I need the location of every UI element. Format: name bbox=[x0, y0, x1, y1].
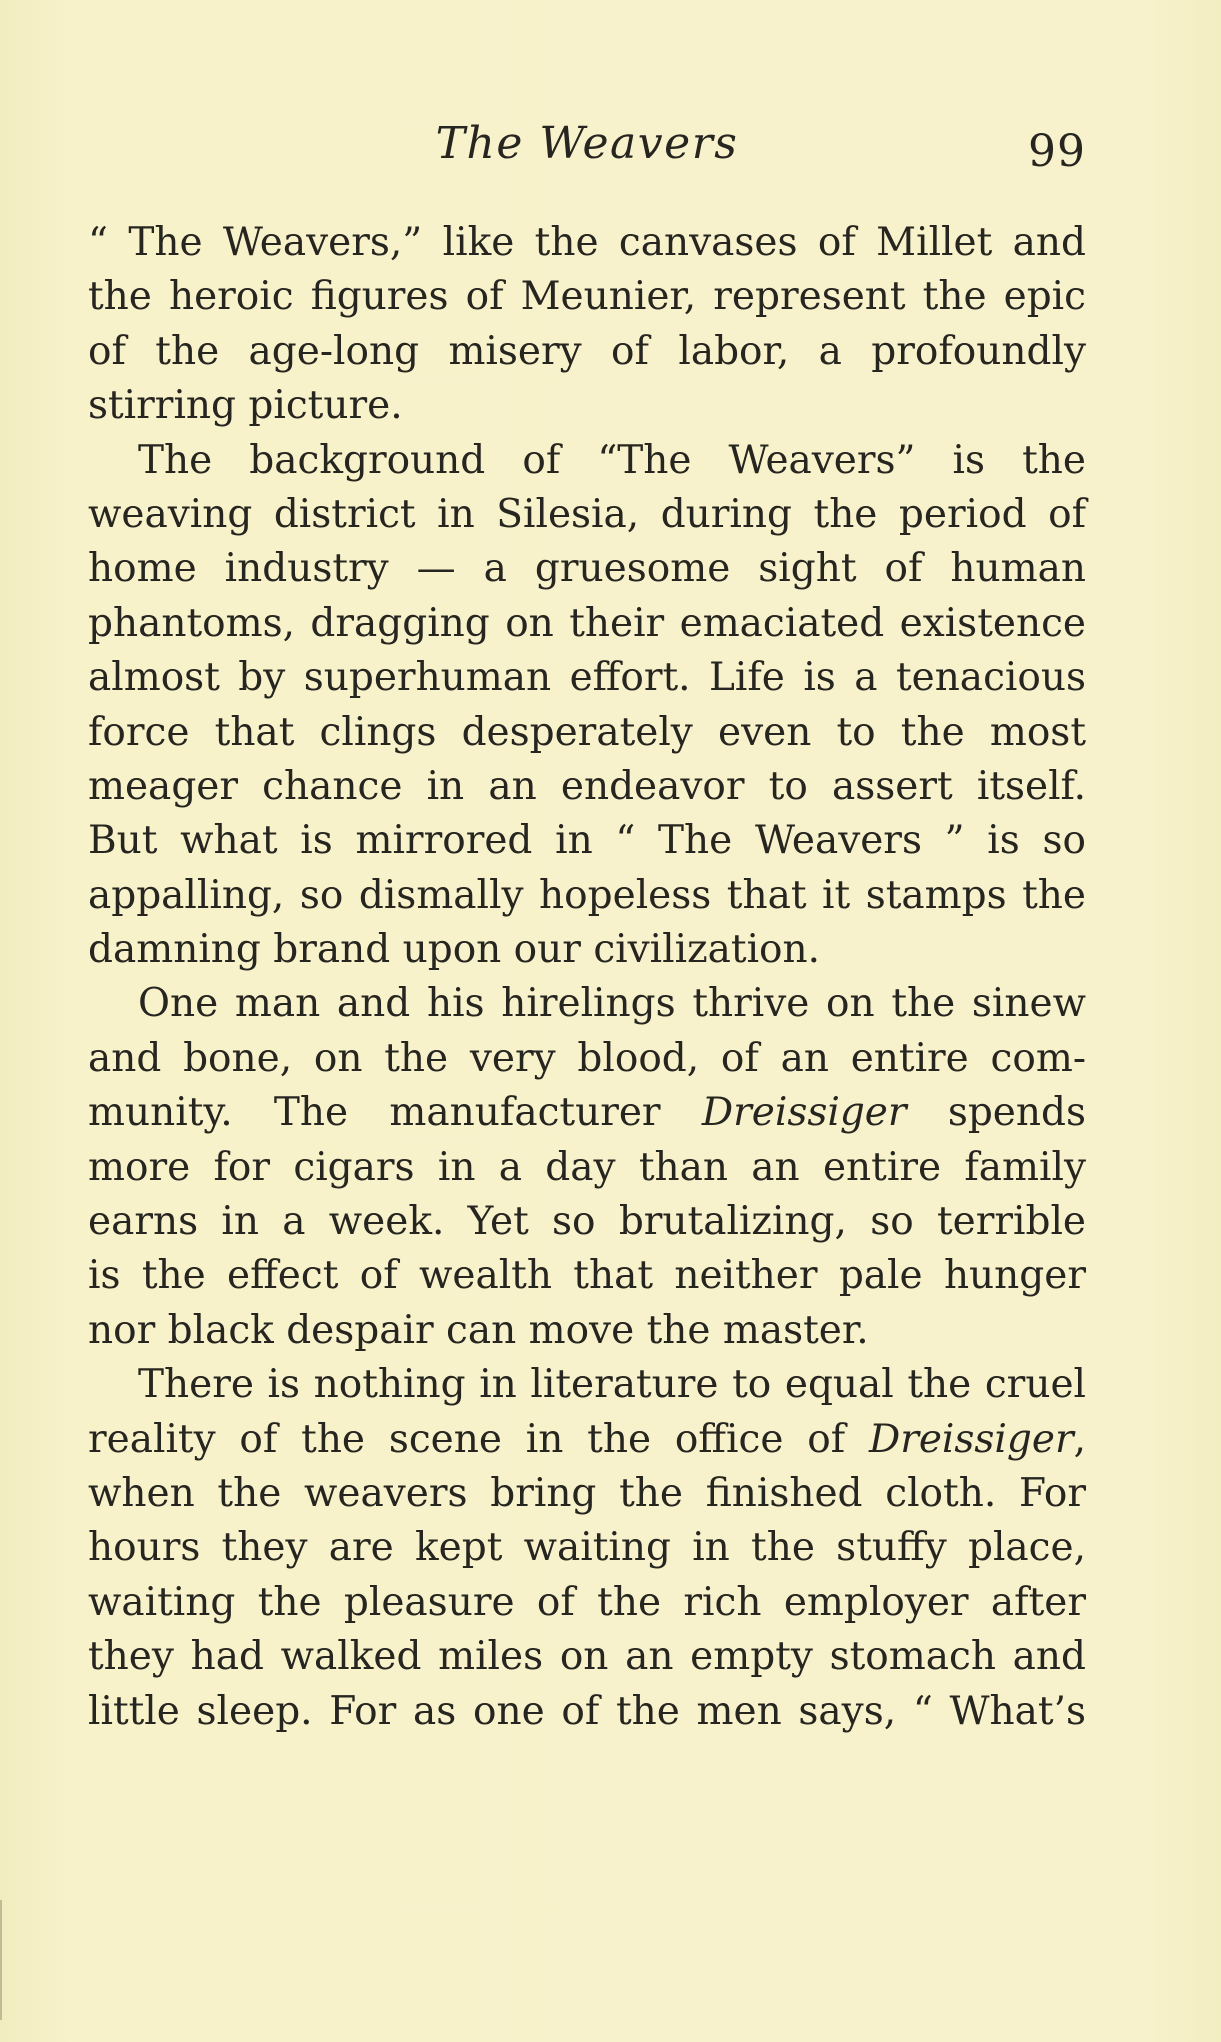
text-line: is the effect of wealth that neither pale hunger bbox=[88, 1253, 1086, 1299]
text-line: stirring picture. bbox=[88, 383, 403, 429]
italic-name: Dreissiger bbox=[701, 1090, 907, 1136]
italic-name: Dreissiger bbox=[868, 1416, 1074, 1462]
text-line: waiting the pleasure of the rich employer after bbox=[88, 1579, 1086, 1625]
text-line: meager chance in an endeavor to assert itself. bbox=[88, 763, 1086, 809]
text-line: earns in a week. Yet so brutalizing, so terrible bbox=[88, 1199, 1086, 1245]
running-title: The Weavers bbox=[435, 118, 739, 169]
text-line: munity. The manufacturer Dreissiger spends bbox=[88, 1090, 1086, 1136]
text-line: One man and his hirelings thrive on the sinew bbox=[138, 981, 1086, 1027]
text-line: the heroic figures of Meunier, represent the epic bbox=[88, 274, 1086, 320]
text-line: There is nothing in literature to equal the cruel bbox=[138, 1362, 1086, 1408]
text-line: home industry — a gruesome sight of human bbox=[88, 546, 1086, 592]
text-line: The background of “The Weavers” is the bbox=[138, 437, 1086, 483]
text-line: phantoms, dragging on their emaciated existence bbox=[88, 600, 1086, 646]
page-header bbox=[88, 118, 1086, 188]
body-text bbox=[88, 216, 1086, 1739]
text-line: reality of the scene in the office of Dreissiger, bbox=[88, 1416, 1086, 1462]
text-line: more for cigars in a day than an entire family bbox=[88, 1144, 1086, 1190]
text-line: damning brand upon our civilization. bbox=[88, 927, 821, 973]
text-line: nor black despair can move the master. bbox=[88, 1307, 869, 1353]
text-line: they had walked miles on an empty stomach and bbox=[88, 1634, 1086, 1680]
text-line: appalling, so dismally hopeless that it stamps the bbox=[88, 872, 1086, 918]
text-line: when the weavers bring the finished cloth. For bbox=[88, 1470, 1086, 1516]
text-line: force that clings desperately even to the most bbox=[88, 709, 1086, 755]
text-line: and bone, on the very blood, of an entire com- bbox=[88, 1035, 1086, 1081]
text-line: almost by superhuman effort. Life is a tenacious bbox=[88, 655, 1086, 701]
text-line: hours they are kept waiting in the stuffy place, bbox=[88, 1525, 1086, 1571]
scan-edge-mark bbox=[0, 1900, 2, 2020]
page-number: 99 bbox=[1028, 126, 1086, 177]
text-line: “ The Weavers,” like the canvases of Millet and bbox=[88, 220, 1086, 265]
text-line: little sleep. For as one of the men says, “ What’s bbox=[88, 1688, 1086, 1734]
text-line: But what is mirrored in “ The Weavers ” is so bbox=[88, 818, 1086, 864]
text-line: weaving district in Silesia, during the period of bbox=[88, 491, 1086, 537]
text-line: of the age-long misery of labor, a profoundly bbox=[88, 328, 1086, 374]
